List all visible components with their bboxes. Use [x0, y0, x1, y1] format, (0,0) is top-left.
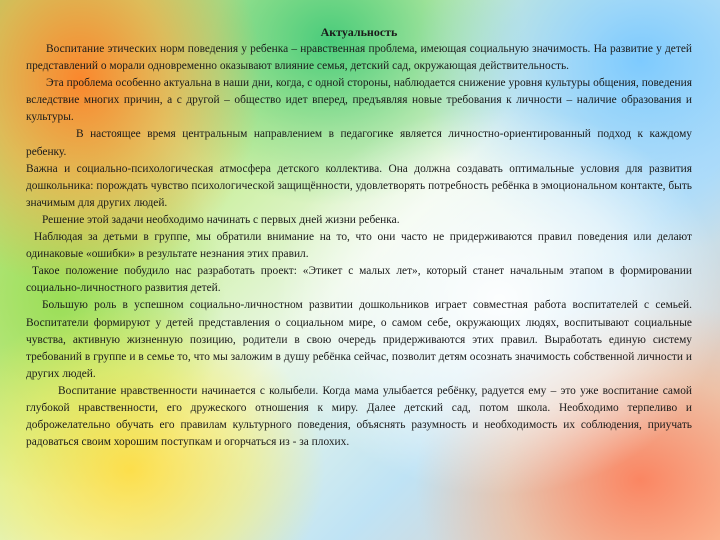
paragraph-2: Эта проблема особенно актуальна в наши дни, когда, с одной стороны, наблюдается снижение уровня культуры общения, поведения вследствие многих причин, а с другой – общество идет вперед, предъявляя новые требования к личности – наличие образования и культуры. [26, 77, 692, 124]
paragraph-4: Важна и социально-психологическая атмосфера детского коллектива. Она должна создавать оптимальные условия для развития дошкольника: порождать чувство психологической защищённости, удовлетворять потребность ребёнка в эмоциональном контакте, быть значимым для других людей. [26, 162, 692, 209]
paragraph-8: Большую роль в успешном социально-личностном развитии дошкольников играет совместная работа воспитателей с семьей. Воспитатели формируют у детей представления о социальном мире, о самом себе, окружающих людях, воспитывают социальные чувства, активную жизненную позицию, родители в свою очередь придерживаются этих правил. Выработать единую систему требований в группе и в семье то, что мы заложим в душу ребёнка сейчас, позволит детям осознать значимость собственной личности и других людей. [26, 299, 692, 380]
paragraph-9: Воспитание нравственности начинается с колыбели. Когда мама улыбается ребёнку, радуется ему – это уже воспитание самой глубокой нравственности, его дружеского отношения к миру. Далее детский сад, потом школа. Необходимо терпеливо и доброжелательно обучать его правилам культурного поведения, объяснять разумность и необходимость их соблюдения, приучать радоваться своим хорошим поступкам и огорчаться из - за плохих. [26, 384, 692, 449]
document-body [26, 24, 692, 451]
paragraph-7: Такое положение побудило нас разработать проект: «Этикет с малых лет», который станет начальным этапом в формировании социально-личностного развития детей. [26, 265, 692, 295]
document-title: Актуальность [320, 25, 398, 39]
paragraph-6: Наблюдая за детьми в группе, мы обратили внимание на то, что они часто не придерживаются правил поведения или делают одинаковые «ошибки» в результате незнания этих правил. [26, 231, 692, 261]
paragraph-3: В настоящее время центральным направлением в педагогике является личностно-ориентированный подход к каждому ребенку. [26, 128, 692, 158]
paragraph-5: Решение этой задачи необходимо начинать с первых дней жизни ребенка. [42, 213, 400, 226]
paragraph-1: Воспитание этических норм поведения у ребенка – нравственная проблема, имеющая социальную значимость. На развитие у детей представлений о морали одновременно оказывают влияние семья, детский сад, окружающая действительность. [26, 43, 692, 73]
